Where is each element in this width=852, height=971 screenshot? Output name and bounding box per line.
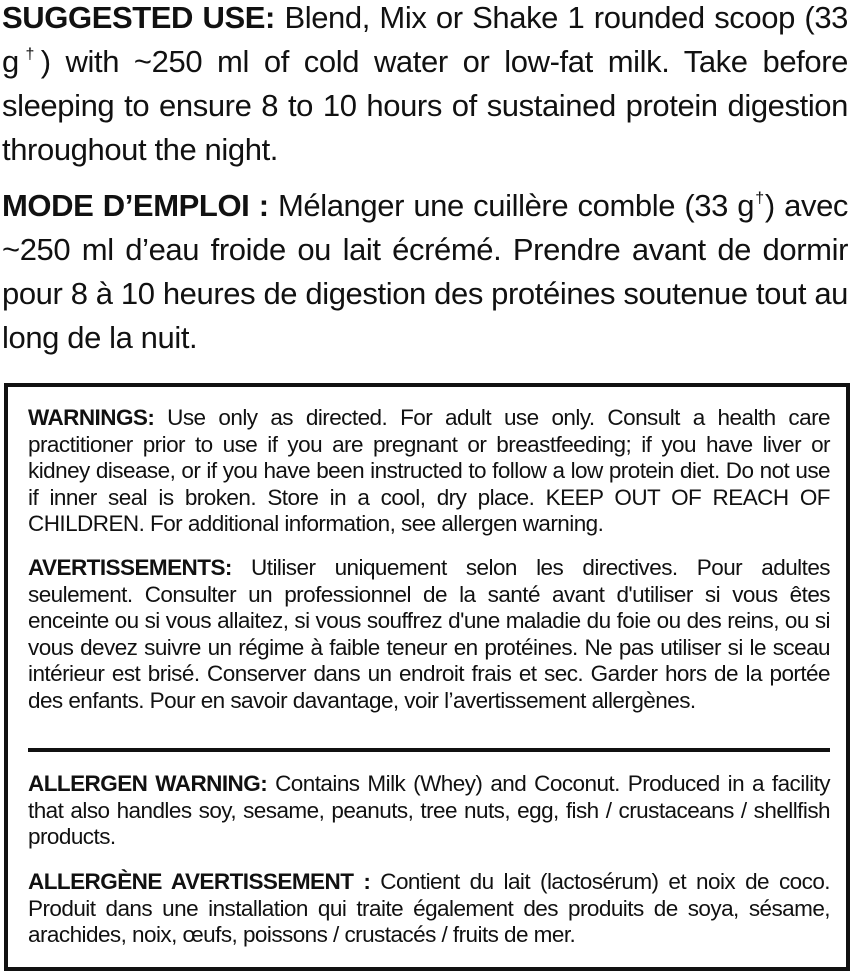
mode-emploi-text-part2: ) avec ~250 ml d’eau froide ou lait écrémé. Prendre avant de dormir pour 8 à 10 heures de digestion des protéines soutenue tout au long de la nuit. xyxy=(2,188,849,355)
dagger-mark: † xyxy=(18,46,41,63)
allergene-avertissement-heading: ALLERGÈNE AVERTISSEMENT : xyxy=(28,869,371,894)
mode-emploi-section xyxy=(2,184,848,360)
avertissements-heading: AVERTISSEMENTS: xyxy=(28,555,232,580)
avertissements-text: Utiliser uniquement selon les directives. Pour adultes seulement. Consulter un professionnel de la santé avant d'utiliser si vous êtes enceinte ou si vous allaitez, si vous souffrez d'une maladie du foie ou des reins, ou si vous devez suivre un régime à faible teneur en protéines. Ne pas utiliser si le sceau intérieur est brisé. Conserver dans un endroit frais et sec. Garder hors de la portée des enfants. Pour en savoir davantage, voir l’avertissement allergènes. xyxy=(28,555,830,713)
mode-emploi-text-part1: Mélanger une cuillère comble (33 g xyxy=(268,188,755,223)
warnings-box xyxy=(4,383,850,971)
allergen-warning-section xyxy=(28,771,830,851)
section-divider xyxy=(28,748,830,752)
allergene-avertissement-section xyxy=(28,869,830,949)
mode-emploi-heading: MODE D’EMPLOI : xyxy=(2,188,269,223)
suggested-use-section xyxy=(2,0,848,172)
warnings-section xyxy=(28,405,830,538)
warnings-text: Use only as directed. For adult use only. Consult a health care practitioner prior to use if you are pregnant or breastfeeding; if you have liver or kidney disease, or if you have been instructed to follow a low protein diet. Do not use if inner seal is broken. Store in a cool, dry place. KEEP OUT OF REACH OF CHILDREN. For additional information, see allergen warning. xyxy=(28,405,830,536)
suggested-use-heading: SUGGESTED USE: xyxy=(2,0,275,35)
allergen-warning-text: Contains Milk (Whey) and Coconut. Produced in a facility that also handles soy, sesame, peanuts, tree nuts, egg, fish / crustaceans / shellfish products. xyxy=(28,771,831,849)
avertissements-section xyxy=(28,555,830,714)
allergen-warning-paragraph xyxy=(28,771,830,851)
allergene-avertissement-paragraph xyxy=(28,869,830,949)
allergene-avertissement-text: Contient du lait (lactosérum) et noix de coco. Produit dans une installation qui traite également des produits de soya, sésame, arachides, noix, œufs, poissons / crustacés / fruits de mer. xyxy=(28,869,830,947)
warnings-paragraph xyxy=(28,405,830,538)
suggested-use-text-part2: ) with ~250 ml of cold water or low-fat milk. Take before sleeping to ensure 8 to 10 hours of sustained protein digestion throughout the night. xyxy=(2,44,849,167)
warnings-heading: WARNINGS: xyxy=(28,405,155,430)
allergen-warning-heading: ALLERGEN WARNING: xyxy=(28,771,268,796)
suggested-use-text-part1: Blend, Mix or Shake 1 rounded scoop (33 g xyxy=(2,0,848,79)
avertissements-paragraph xyxy=(28,555,830,714)
dagger-mark: † xyxy=(754,190,765,207)
